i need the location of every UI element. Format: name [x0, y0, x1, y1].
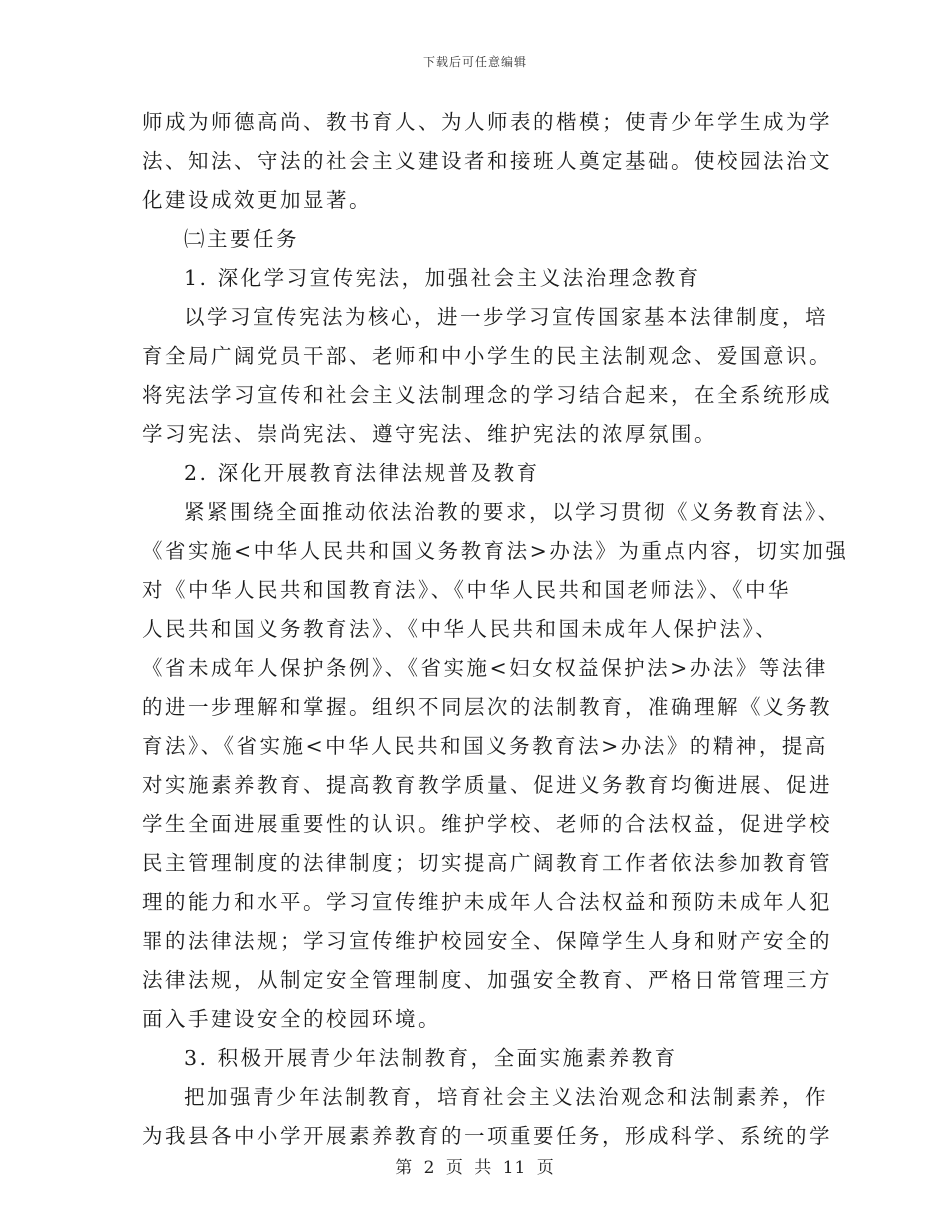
text-line: 法律法规，从制定安全管理制度、加强安全教育、严格日常管理三方 [142, 968, 832, 992]
text-line: 学习宪法、崇尚宪法、遵守宪法、维护宪法的浓厚氛围。 [142, 422, 717, 446]
page-number-footer: 第 2 页 共 11 页 [395, 1158, 555, 1178]
text-line: 师成为师德高尚、教书育人、为人师表的楷模；使青少年学生成为学 [142, 110, 832, 134]
text-line: 育全局广阔党员干部、老师和中小学生的民主法制观念、爱国意识。 [142, 344, 832, 368]
text-line: 罪的法律法规；学习宣传维护校园安全、保障学生人身和财产安全的 [142, 929, 832, 953]
subsection-heading: 2. 深化开展教育法律法规普及教育 [184, 461, 540, 485]
text-line: 将宪法学习宣传和社会主义法制理念的学习结合起来，在全系统形成 [142, 383, 832, 407]
page-header: 下载后可任意编辑 [422, 55, 527, 69]
text-line: 《省未成年人保护条例》、《省实施<妇女权益保护法>办法》等法律 [142, 656, 828, 680]
text-line: 法、知法、守法的社会主义建设者和接班人奠定基础。使校园法治文 [142, 149, 832, 173]
paragraph-start: 紧紧围绕全面推动依法治教的要求，以学习贯彻《义务教育法》、 [184, 500, 841, 524]
paragraph-start: 把加强青少年法制教育，培育社会主义法治观念和法制素养，作 [184, 1085, 828, 1109]
text-line: 的进一步理解和掌握。组织不同层次的法制教育，准确理解《义务教 [142, 695, 832, 719]
text-line: 对《中华人民共和国教育法》、《中华人民共和国老师法》、《中华 [142, 578, 791, 602]
subsection-heading: 1. 深化学习宣传宪法，加强社会主义法治理念教育 [184, 266, 701, 290]
text-line: 民主管理制度的法律制度；切实提高广阔教育工作者依法参加教育管 [142, 851, 832, 875]
text-line: 学生全面进展重要性的认识。维护学校、老师的合法权益，促进学校 [142, 812, 832, 836]
text-line: 《省实施<中华人民共和国义务教育法>办法》为重点内容，切实加强 [142, 539, 849, 563]
text-line: 对实施素养教育、提高教育教学质量、促进义务教育均衡进展、促进 [142, 773, 832, 797]
text-line: 育法》、《省实施<中华人民共和国义务教育法>办法》的精神，提高 [142, 734, 828, 758]
section-heading: ㈡主要任务 [184, 227, 299, 251]
document-body [142, 103, 849, 1156]
subsection-heading: 3. 积极开展青少年法制教育，全面实施素养教育 [184, 1046, 678, 1070]
text-line: 理的能力和水平。学习宣传维护未成年人合法权益和预防未成年人犯 [142, 890, 832, 914]
text-line: 人民共和国义务教育法》、《中华人民共和国未成年人保护法》、 [142, 617, 779, 641]
paragraph-start: 以学习宣传宪法为核心，进一步学习宣传国家基本法律制度，培 [184, 305, 828, 329]
text-line: 化建设成效更加显著。 [142, 188, 372, 212]
text-line: 面入手建设安全的校园环境。 [142, 1007, 441, 1031]
text-line: 为我县各中小学开展素养教育的一项重要任务，形成科学、系统的学 [142, 1124, 832, 1148]
